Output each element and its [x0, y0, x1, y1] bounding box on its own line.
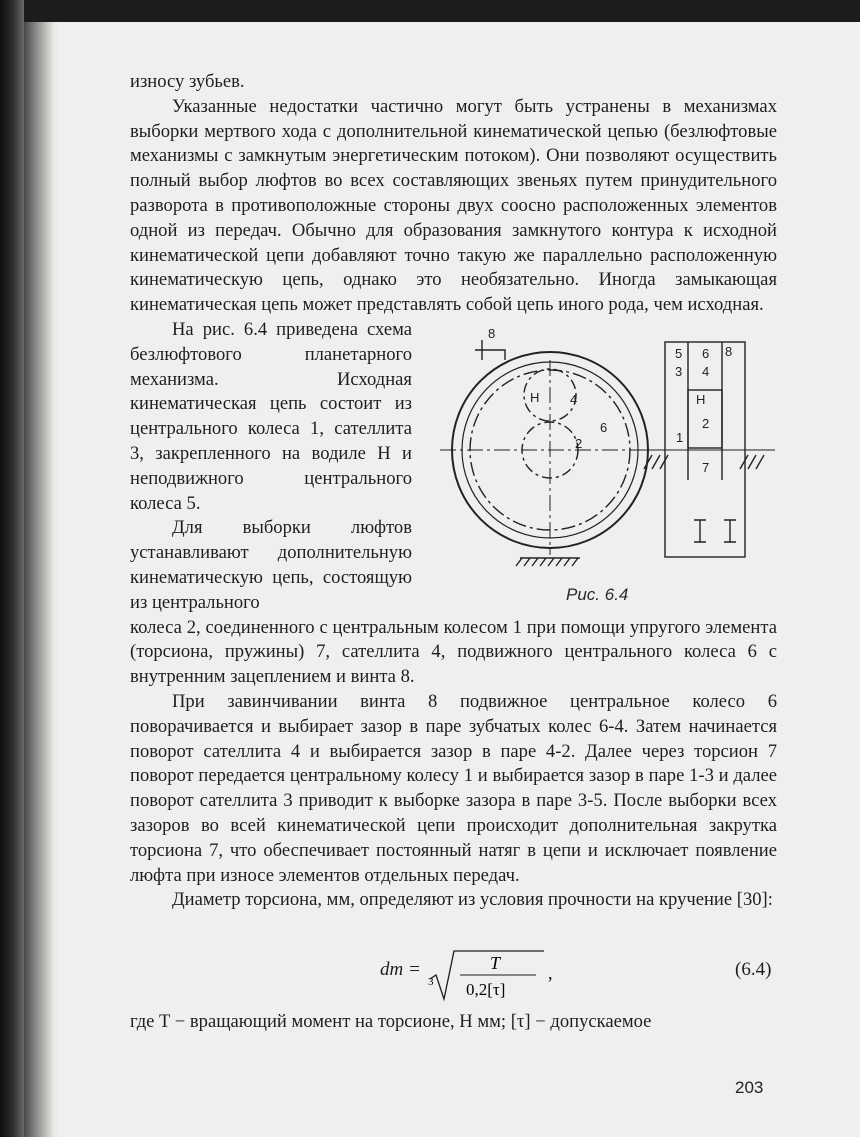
figure-wrap-area — [130, 318, 777, 616]
label-side-6: 6 — [702, 345, 710, 361]
label-side-5: 5 — [675, 345, 683, 361]
label-wheel-6: 6 — [600, 419, 608, 435]
figure-caption: Рис. 6.4 — [566, 585, 629, 604]
paragraph-continuation: износу зубьев. — [130, 71, 245, 92]
scan-page-curl — [24, 22, 54, 1137]
side-ground-right — [740, 455, 764, 469]
scan-top-edge — [0, 0, 860, 22]
paragraph-where: где T − вращающий момент на торсионе, Н мм; [τ] − допускаемое — [130, 1011, 652, 1032]
paragraph-figure-intro: На рис. 6.4 приведена схема безлюфтового планетарного механизма. Исходная кинематическая цепь состоит из центрального колеса 1, сателлита 3, закрепленного на водиле H и неподвижного центрального колеса 5. — [130, 318, 412, 514]
side-shaft-marks — [694, 520, 736, 542]
formula-comma: , — [548, 963, 553, 983]
label-satellite-4: 4 — [570, 391, 578, 407]
label-carrier-h: H — [530, 389, 540, 405]
figure-6-4-diagram — [430, 320, 780, 590]
label-side-4: 4 — [702, 363, 710, 379]
formula-6-4 — [380, 945, 780, 1005]
ground-hatch — [516, 558, 580, 566]
paragraph-torsion-diameter: Диаметр торсиона, мм, определяют из условия прочности на кручение [30]: — [172, 889, 773, 911]
label-side-3: 3 — [675, 363, 683, 379]
formula-lhs: dт = — [380, 959, 421, 980]
label-side-7: 7 — [702, 459, 710, 475]
label-side-1: 1 — [676, 429, 684, 445]
label-side-8: 8 — [725, 343, 733, 359]
paragraph-screw-operation: При завинчивании винта 8 подвижное центральное колесо 6 поворачивается и выбирает зазор в паре зубчатых колес 6-4. Затем начинается поворот сателлита 4 и выбирается зазор в паре 4-2. Далее через торсион 7 поворот передается центральному колесу 1 и выбирается зазор в паре 1-3 и далее поворот сателлита 3 приводит к выборке зазора в паре 3-5. После выборки всех зазоров во всей кинематической цепи происходит дополнительная закрутка торсиона 7, что обеспечивает постоянный натяг в цепи и исключает появление люфта при износе элементов отдельных передач. — [130, 690, 777, 886]
label-side-h: H — [696, 391, 706, 407]
scan-binding-shadow — [0, 0, 24, 1137]
screw-bracket — [475, 340, 505, 360]
label-side-2: 2 — [702, 415, 710, 431]
formula-root-index: 3 — [428, 976, 434, 988]
paragraph-drawbacks: Указанные недостатки частично могут быть устранены в механизмах выборки мертвого хода с дополнительной кинематической цепью (безлюфтовые механизмы с замкнутым энергетическим потоком). Они позволяют осуществить полный выбор люфтов во всех составляющих звеньях путем принудительного разворота в противоположные стороны двух соосно расположенных элементов одной из передач. Обычно для образования замкнутого контура к исходной кинематической цепи добавляют точно такую же параллельно расположенную кинематическую цепь, однако это необязательно. Иногда замыкающая кинематическая цепь может представлять собой цепь иного рода, чем исходная. — [130, 95, 777, 316]
body-text — [130, 70, 777, 913]
label-screw-8: 8 — [488, 325, 496, 341]
formula-denominator: 0,2[τ] — [466, 980, 506, 999]
wrapped-text — [130, 318, 412, 616]
page-number: 203 — [735, 1078, 764, 1097]
label-wheel-2: 2 — [575, 435, 583, 451]
formula-radical — [424, 945, 564, 1005]
formula-number: (6.4) — [735, 959, 772, 980]
paragraph-backlash-end: колеса 2, соединенного с центральным колесом 1 при помощи упругого элемента (торсиона, пружины) 7, сателлита 4, подвижного центрального колеса 6 с внутренним зацеплением и винта 8. — [130, 616, 777, 688]
paragraph-backlash-start: Для выборки люфтов устанавливают дополнительную кинематическую цепь, состоящую из центрального — [130, 517, 412, 613]
formula-numerator: T — [490, 953, 501, 973]
